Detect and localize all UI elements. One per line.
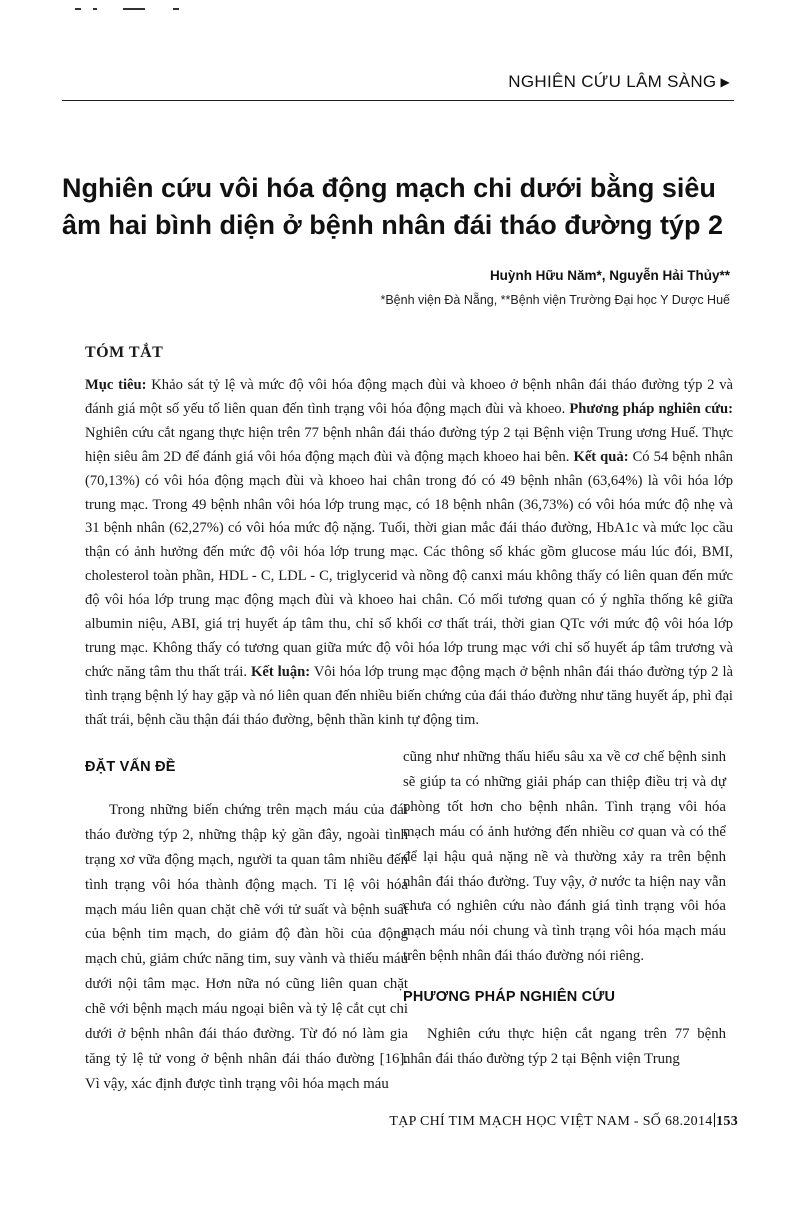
method-label: Phương pháp nghiên cứu: xyxy=(569,400,733,417)
results-label: Kết quả: xyxy=(573,448,629,465)
intro-paragraph: Trong những biến chứng trên mạch máu của đái tháo đường týp 2, những thập kỷ gần đây, ngoài tình trạng xơ vữa động mạch, người ta quan tâm nhiều đến tình trạng vôi hóa thành động mạch. Tỉ lệ vôi hóa mạch máu liên quan chặt chẽ với tử suất và bệnh suất của bệnh tim mạch, do giảm độ đàn hồi của động mạch chủ, giảm chức năng tim, suy vành và thiếu máu dưới nội tâm mạc. Hơn nữa nó cũng liên quan chặt chẽ với bệnh mạch máu ngoại biên và tỷ lệ cắt cụt chi dưới ở bệnh nhân đái tháo đường. Từ đó nó làm gia tăng tỷ lệ tử vong ở bệnh nhân đái tháo đường [16]. Vì vậy, xác định được tình trạng vôi hóa mạch máu xyxy=(85,801,408,1092)
intro-heading: ĐẶT VẤN ĐỀ xyxy=(85,759,176,775)
left-column xyxy=(85,755,408,1097)
scan-marks xyxy=(75,6,195,12)
section-header xyxy=(508,72,730,92)
journal-name: TẠP CHÍ TIM MẠCH HỌC VIỆT NAM - SỐ 68.2014 xyxy=(389,1114,713,1129)
page-footer xyxy=(389,1113,738,1130)
objective-text: Khảo sát tỷ lệ và mức độ vôi hóa động mạch đùi và khoeo ở bệnh nhân đái tháo đường týp 2 và đánh giá một số yếu tố liên quan đến tình trạng vôi hóa động mạch đùi và khoeo. xyxy=(85,377,733,417)
triangle-arrow-icon: ▶ xyxy=(720,75,730,89)
conclusion-text: Vôi hóa lớp trung mạc động mạch ở bệnh nhân đái tháo đường týp 2 là tình trạng bệnh lý hay gặp và nó liên quan đến nhiều biến chứng của đái tháo đường như tăng huyết áp, phì đại thất trái, bệnh cầu thận đái tháo đường, bệnh thần kinh tự động tim. xyxy=(85,663,734,728)
objective-label: Mục tiêu: xyxy=(85,377,147,393)
method-text: Nghiên cứu cắt ngang thực hiện trên 77 bệnh nhân đái tháo đường týp 2 tại Bệnh viện Trung ương Huế. Thực hiện siêu âm 2D để đánh giá vôi hóa động mạch đùi và động mạch khoeo hai bên. xyxy=(85,424,733,465)
results-text: Có 54 bệnh nhân (70,13%) có vôi hóa động mạch đùi và khoeo hai chân trong đó có 49 bệnh nhân (63,64%) là vôi hóa lớp trung mạc. Trong 49 bệnh nhân vôi hóa lớp trung mạc, có 18 bệnh nhân (36,73%) có vôi hóa mức độ nhẹ và 31 bệnh nhân (62,27%) có vôi hóa mức độ nặng. Tuổi, thời gian mắc đái tháo đường, HbA1c và mức lọc cầu thận có ảnh hưởng đến mức độ vôi hóa lớp trung mạc. Các thông số khác gồm glucose máu lúc đói, BMI, cholesterol toàn phần, HDL - C, LDL - C, triglycerid và nồng độ canxi máu không thấy có liên quan đến mức độ vôi hóa lớp trung mạc động mạch đùi và khoeo hai chân. Có mối tương quan có ý nghĩa thống kê giữa albumin niệu, ABI, giá trị huyết áp tâm thu, chỉ số khối cơ thất trái, thời gian QTc với mức độ vôi hóa lớp trung mạc. Không thấy có tương quan giữa mức độ vôi hóa lớp trung mạc với chỉ số huyết áp tâm trương và chức năng tâm thu thất trái. xyxy=(85,448,733,680)
article-title: Nghiên cứu vôi hóa động mạch chi dưới bằng siêu âm hai bình diện ở bệnh nhân đái tháo đường týp 2 xyxy=(62,173,723,240)
methods-heading: PHƯƠNG PHÁP NGHIÊN CỨU xyxy=(403,989,616,1006)
footer-divider xyxy=(714,1113,716,1127)
abstract-heading: TÓM TẮT xyxy=(85,344,164,361)
affiliation: *Bệnh viện Đà Nẵng, **Bệnh viện Trường Đại học Y Dược Huế xyxy=(380,293,730,307)
section-header-label: NGHIÊN CỨU LÂM SÀNG xyxy=(508,72,717,91)
intro-paragraph-continued: cũng như những thấu hiểu sâu xa về cơ chế bệnh sinh sẽ giúp ta có những giải pháp can thiệp điều trị và dự phòng tốt hơn cho bệnh nhân. Tình trạng vôi hóa mạch máu có ảnh hưởng đến nhiều cơ quan và có thể để lại hậu quả nặng nề và thường xảy ra trên bệnh nhân đái tháo đường. Tuy vậy, ở nước ta hiện nay vẫn chưa có nghiên cứu nào đánh giá tình trạng vôi hóa mạch máu nói chung và tình trạng vôi hóa mạch máu trên bệnh nhân đái tháo đường nói riêng. xyxy=(403,749,726,965)
right-column xyxy=(403,745,726,1072)
conclusion-label: Kết luận: xyxy=(250,663,311,680)
page-number: 153 xyxy=(716,1114,738,1129)
methods-paragraph: Nghiên cứu thực hiện cắt ngang trên 77 bệnh nhân đái tháo đường týp 2 tại Bệnh viện Trung xyxy=(403,1026,726,1067)
abstract-text xyxy=(85,374,733,733)
authors: Huỳnh Hữu Năm*, Nguyễn Hải Thủy** xyxy=(489,268,730,283)
header-rule xyxy=(62,100,734,101)
